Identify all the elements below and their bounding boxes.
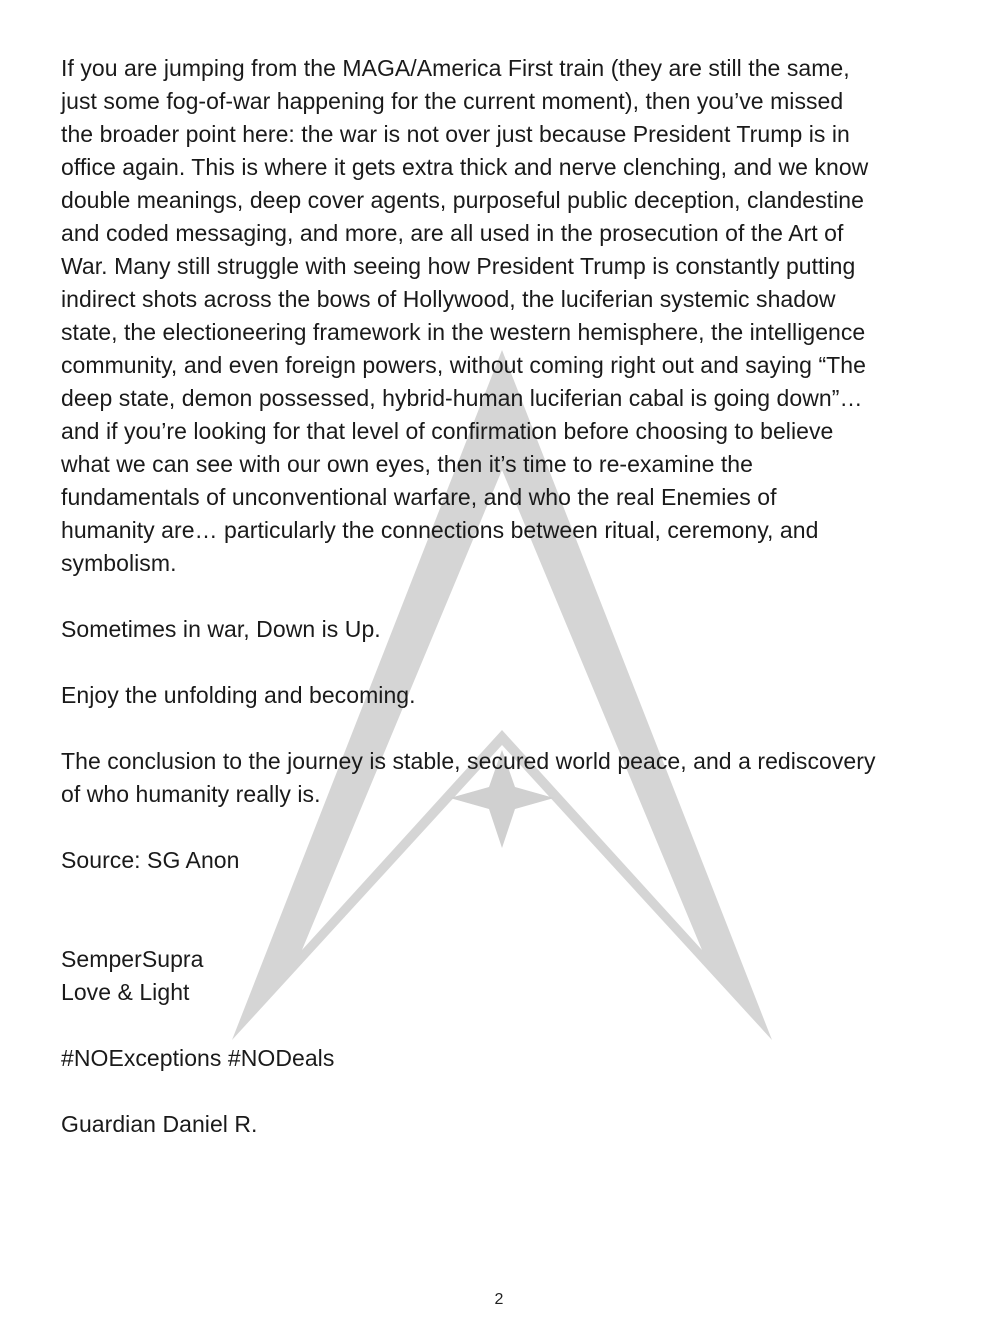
main-paragraph [61,52,941,580]
enjoy-paragraph: Enjoy the unfolding and becoming. [61,682,416,708]
text-line: of who humanity really is. [61,781,321,807]
text-line: the broader point here: the war is not over just because President Trump is in [61,121,850,147]
text-line: and coded messaging, and more, are all used in the prosecution of the Art of [61,220,844,246]
text-line: state, the electioneering framework in the western hemisphere, the intelligence [61,319,866,345]
text-line: office again. This is where it gets extra thick and nerve clenching, and we know [61,154,869,180]
conclusion-paragraph [61,745,941,811]
signoff-phrase: Love & Light [61,979,190,1005]
source-line: Source: SG Anon [61,847,240,873]
signoff-name: SemperSupra [61,946,204,972]
text-line: and if you’re looking for that level of confirmation before choosing to believe [61,418,834,444]
text-line: War. Many still struggle with seeing how President Trump is constantly putting [61,253,856,279]
page-number: 2 [494,1291,504,1308]
text-line: deep state, demon possessed, hybrid-human luciferian cabal is going down”… [61,385,863,411]
text-line: If you are jumping from the MAGA/America First train (they are still the same, [61,55,850,81]
text-line: community, and even foreign powers, without coming right out and saying “The [61,352,866,378]
signoff-block [61,943,941,1009]
text-line: just some fog-of-war happening for the current moment), then you’ve missed [61,88,844,114]
text-line: double meanings, deep cover agents, purposeful public deception, clandestine [61,187,864,213]
text-line: humanity are… particularly the connections between ritual, ceremony, and [61,517,819,543]
down-is-up-paragraph: Sometimes in war, Down is Up. [61,616,381,642]
text-line: fundamentals of unconventional warfare, and who the real Enemies of [61,484,777,510]
document-body [61,52,941,1141]
hashtags-line: #NOExceptions #NODeals [61,1045,335,1071]
text-line: symbolism. [61,550,177,576]
author-line: Guardian Daniel R. [61,1111,258,1137]
text-line: what we can see with our own eyes, then it’s time to re-examine the [61,451,753,477]
text-line: The conclusion to the journey is stable, secured world peace, and a rediscovery [61,748,876,774]
text-line: indirect shots across the bows of Hollywood, the luciferian systemic shadow [61,286,836,312]
